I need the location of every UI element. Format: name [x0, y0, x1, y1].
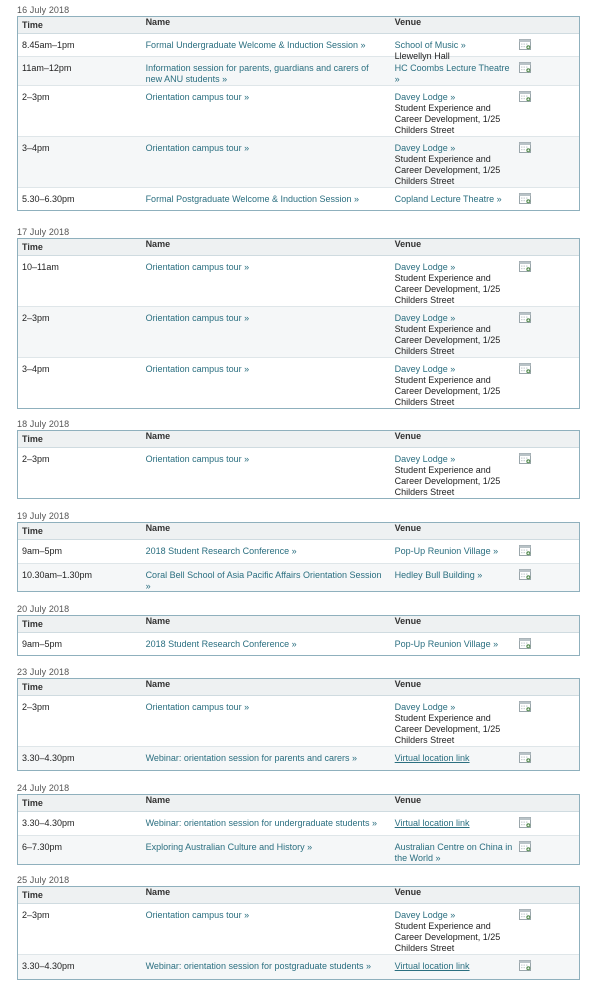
- event-venue: [391, 86, 514, 136]
- event-time: 8.45am–1pm: [22, 40, 75, 50]
- event-venue: [391, 307, 514, 357]
- event-time: 6–7.30pm: [22, 842, 63, 852]
- table-row: [18, 835, 579, 864]
- event-time: 2–3pm: [22, 92, 50, 102]
- table-row: [18, 85, 579, 136]
- event-venue: [391, 188, 514, 210]
- event-venue: [391, 747, 514, 770]
- header-icon-col: [513, 523, 579, 539]
- event-name-link[interactable]: Orientation campus tour »: [145, 364, 250, 374]
- table-row: [18, 954, 579, 979]
- header-name: Name: [145, 523, 171, 533]
- event-name-link[interactable]: Formal Postgraduate Welcome & Induction Session »: [145, 194, 360, 204]
- venue-link[interactable]: Hedley Bull Building »: [394, 570, 483, 580]
- header-icon-col: [513, 239, 579, 255]
- event-name-link[interactable]: Orientation campus tour »: [145, 313, 250, 323]
- venue-address: Student Experience and Career Development, 1/25 Childers Street: [394, 324, 501, 356]
- add-to-calendar-icon[interactable]: [513, 696, 579, 746]
- event-venue: [391, 955, 514, 979]
- header-name: Name: [145, 239, 171, 249]
- header-name: Name: [145, 887, 171, 897]
- table-row: [18, 904, 579, 954]
- venue-link[interactable]: Davey Lodge »: [394, 364, 456, 374]
- event-name-link[interactable]: Webinar: orientation session for undergraduate students »: [145, 818, 378, 828]
- event-time: 3.30–4.30pm: [22, 961, 75, 971]
- event-name-link[interactable]: 2018 Student Research Conference »: [145, 546, 297, 556]
- day-section: [17, 603, 580, 656]
- header-time: Time: [22, 526, 43, 536]
- table-header: [18, 431, 579, 448]
- events-table: [17, 16, 580, 211]
- event-name-link[interactable]: Orientation campus tour »: [145, 143, 250, 153]
- table-row: [18, 563, 579, 591]
- event-time: 9am–5pm: [22, 546, 63, 556]
- event-name-link[interactable]: Information session for parents, guardians and carers of new ANU students »: [145, 63, 369, 84]
- day-section: [17, 510, 580, 592]
- header-time: Time: [22, 890, 43, 900]
- events-table: [17, 678, 580, 771]
- header-time: Time: [22, 798, 43, 808]
- event-venue: [391, 137, 514, 187]
- venue-link[interactable]: Pop-Up Reunion Village »: [394, 639, 499, 649]
- day-date: 18 July 2018: [17, 419, 70, 429]
- event-time: 2–3pm: [22, 702, 50, 712]
- venue-link[interactable]: Davey Lodge »: [394, 702, 456, 712]
- header-venue: Venue: [394, 239, 422, 249]
- events-table: [17, 794, 580, 865]
- table-header: [18, 523, 579, 540]
- day-section: [17, 874, 580, 980]
- add-to-calendar-icon[interactable]: [513, 57, 579, 85]
- venue-address: Student Experience and Career Development, 1/25 Childers Street: [394, 103, 501, 135]
- event-name-link[interactable]: Webinar: orientation session for parents and carers »: [145, 753, 358, 763]
- add-to-calendar-icon[interactable]: [513, 904, 579, 954]
- day-section: [17, 666, 580, 771]
- day-date: 20 July 2018: [17, 604, 70, 614]
- table-row: [18, 812, 579, 835]
- venue-link[interactable]: Davey Lodge »: [394, 313, 456, 323]
- venue-link[interactable]: Davey Lodge »: [394, 262, 456, 272]
- event-name-link[interactable]: Orientation campus tour »: [145, 702, 250, 712]
- venue-link[interactable]: Copland Lecture Theatre »: [394, 194, 502, 204]
- table-row: [18, 696, 579, 746]
- table-row: [18, 56, 579, 85]
- day-date: 19 July 2018: [17, 511, 70, 521]
- venue-address: Student Experience and Career Development, 1/25 Childers Street: [394, 375, 501, 407]
- day-date: 16 July 2018: [17, 5, 70, 15]
- header-venue: Venue: [394, 17, 422, 27]
- header-icon-col: [513, 431, 579, 447]
- event-venue: [391, 836, 514, 864]
- event-venue: [391, 696, 514, 746]
- table-row: [18, 357, 579, 408]
- add-to-calendar-icon[interactable]: [513, 34, 579, 56]
- event-name-link[interactable]: Formal Undergraduate Welcome & Induction Session »: [145, 40, 366, 50]
- event-time: 2–3pm: [22, 313, 50, 323]
- header-icon-col: [513, 887, 579, 903]
- event-time: 2–3pm: [22, 910, 50, 920]
- table-row: [18, 633, 579, 655]
- add-to-calendar-icon[interactable]: [513, 256, 579, 306]
- header-time: Time: [22, 242, 43, 252]
- add-to-calendar-icon[interactable]: [513, 137, 579, 187]
- venue-address: Llewellyn Hall: [394, 51, 450, 61]
- event-time: 3.30–4.30pm: [22, 753, 75, 763]
- header-icon-col: [513, 795, 579, 811]
- add-to-calendar-icon[interactable]: [513, 564, 579, 591]
- venue-link[interactable]: Pop-Up Reunion Village »: [394, 546, 499, 556]
- event-name-link[interactable]: 2018 Student Research Conference »: [145, 639, 297, 649]
- event-venue: [391, 256, 514, 306]
- event-venue: [391, 57, 514, 85]
- add-to-calendar-icon[interactable]: [513, 448, 579, 498]
- event-time: 10.30am–1.30pm: [22, 570, 93, 580]
- add-to-calendar-icon[interactable]: [513, 633, 579, 655]
- venue-link[interactable]: HC Coombs Lecture Theatre »: [394, 63, 510, 84]
- events-table: [17, 886, 580, 980]
- header-icon-col: [513, 616, 579, 632]
- events-table: [17, 238, 580, 409]
- event-time: 3–4pm: [22, 364, 50, 374]
- venue-link[interactable]: Virtual location link: [394, 753, 470, 763]
- add-to-calendar-icon[interactable]: [513, 747, 579, 770]
- venue-link[interactable]: Davey Lodge »: [394, 92, 456, 102]
- header-name: Name: [145, 679, 171, 689]
- event-time: 5.30–6.30pm: [22, 194, 75, 204]
- event-venue: [391, 904, 514, 954]
- header-time: Time: [22, 682, 43, 692]
- event-venue: [391, 34, 514, 61]
- add-to-calendar-icon[interactable]: [513, 812, 579, 835]
- add-to-calendar-icon[interactable]: [513, 540, 579, 563]
- event-venue: [391, 633, 514, 655]
- table-row: [18, 187, 579, 210]
- day-section: [17, 226, 580, 409]
- event-name-link[interactable]: Orientation campus tour »: [145, 910, 250, 920]
- header-venue: Venue: [394, 523, 422, 533]
- venue-address: Student Experience and Career Development, 1/25 Childers Street: [394, 465, 501, 497]
- header-name: Name: [145, 795, 171, 805]
- add-to-calendar-icon[interactable]: [513, 836, 579, 864]
- header-name: Name: [145, 431, 171, 441]
- event-time: 2–3pm: [22, 454, 50, 464]
- event-time: 3.30–4.30pm: [22, 818, 75, 828]
- header-venue: Venue: [394, 616, 422, 626]
- event-name-link[interactable]: Webinar: orientation session for postgraduate students »: [145, 961, 372, 971]
- event-venue: [391, 448, 514, 498]
- header-venue: Venue: [394, 795, 422, 805]
- event-time: 9am–5pm: [22, 639, 63, 649]
- table-row: [18, 746, 579, 770]
- header-icon-col: [513, 679, 579, 695]
- add-to-calendar-icon[interactable]: [513, 307, 579, 357]
- event-time: 11am–12pm: [22, 63, 72, 73]
- day-date: 23 July 2018: [17, 667, 70, 677]
- table-header: [18, 887, 579, 904]
- header-time: Time: [22, 20, 43, 30]
- event-venue: [391, 564, 514, 591]
- header-venue: Venue: [394, 887, 422, 897]
- venue-address: Student Experience and Career Development, 1/25 Childers Street: [394, 713, 501, 745]
- add-to-calendar-icon[interactable]: [513, 358, 579, 408]
- venue-link[interactable]: Davey Lodge »: [394, 454, 456, 464]
- table-header: [18, 239, 579, 256]
- header-venue: Venue: [394, 431, 422, 441]
- event-time: 10–11am: [22, 262, 59, 272]
- events-table: [17, 430, 580, 499]
- table-row: [18, 306, 579, 357]
- table-row: [18, 136, 579, 187]
- header-time: Time: [22, 619, 43, 629]
- day-date: 17 July 2018: [17, 227, 70, 237]
- venue-link[interactable]: Virtual location link: [394, 818, 470, 828]
- event-time: 3–4pm: [22, 143, 50, 153]
- event-name-link[interactable]: Orientation campus tour »: [145, 92, 250, 102]
- header-time: Time: [22, 434, 43, 444]
- add-to-calendar-icon[interactable]: [513, 86, 579, 136]
- day-section: [17, 4, 580, 211]
- event-name-link[interactable]: Orientation campus tour »: [145, 454, 250, 464]
- venue-link[interactable]: Australian Centre on China in the World »: [394, 842, 513, 863]
- venue-link[interactable]: Davey Lodge »: [394, 910, 456, 920]
- table-row: [18, 34, 579, 61]
- events-table: [17, 615, 580, 656]
- venue-address: Student Experience and Career Development, 1/25 Childers Street: [394, 921, 501, 953]
- header-name: Name: [145, 616, 171, 626]
- add-to-calendar-icon[interactable]: [513, 188, 579, 210]
- header-venue: Venue: [394, 679, 422, 689]
- add-to-calendar-icon[interactable]: [513, 955, 579, 979]
- events-table: [17, 522, 580, 592]
- day-section: [17, 782, 580, 865]
- event-venue: [391, 358, 514, 408]
- venue-link[interactable]: Virtual location link: [394, 961, 470, 971]
- day-date: 25 July 2018: [17, 875, 70, 885]
- table-row: [18, 448, 579, 498]
- table-row: [18, 256, 579, 306]
- table-header: [18, 616, 579, 633]
- venue-link[interactable]: Davey Lodge »: [394, 143, 456, 153]
- day-date: 24 July 2018: [17, 783, 70, 793]
- venue-address: Student Experience and Career Development, 1/25 Childers Street: [394, 154, 501, 186]
- venue-address: Student Experience and Career Development, 1/25 Childers Street: [394, 273, 501, 305]
- table-row: [18, 540, 579, 563]
- table-header: [18, 795, 579, 812]
- day-section: [17, 418, 580, 499]
- event-name-link[interactable]: Exploring Australian Culture and History »: [145, 842, 313, 852]
- event-venue: [391, 812, 514, 835]
- venue-link[interactable]: School of Music »: [394, 40, 466, 50]
- event-name-link[interactable]: Coral Bell School of Asia Pacific Affairs Orientation Session »: [145, 570, 382, 591]
- table-header: [18, 679, 579, 696]
- header-name: Name: [145, 17, 171, 27]
- header-icon-col: [513, 17, 579, 33]
- table-header: [18, 17, 579, 34]
- event-venue: [391, 540, 514, 563]
- event-name-link[interactable]: Orientation campus tour »: [145, 262, 250, 272]
